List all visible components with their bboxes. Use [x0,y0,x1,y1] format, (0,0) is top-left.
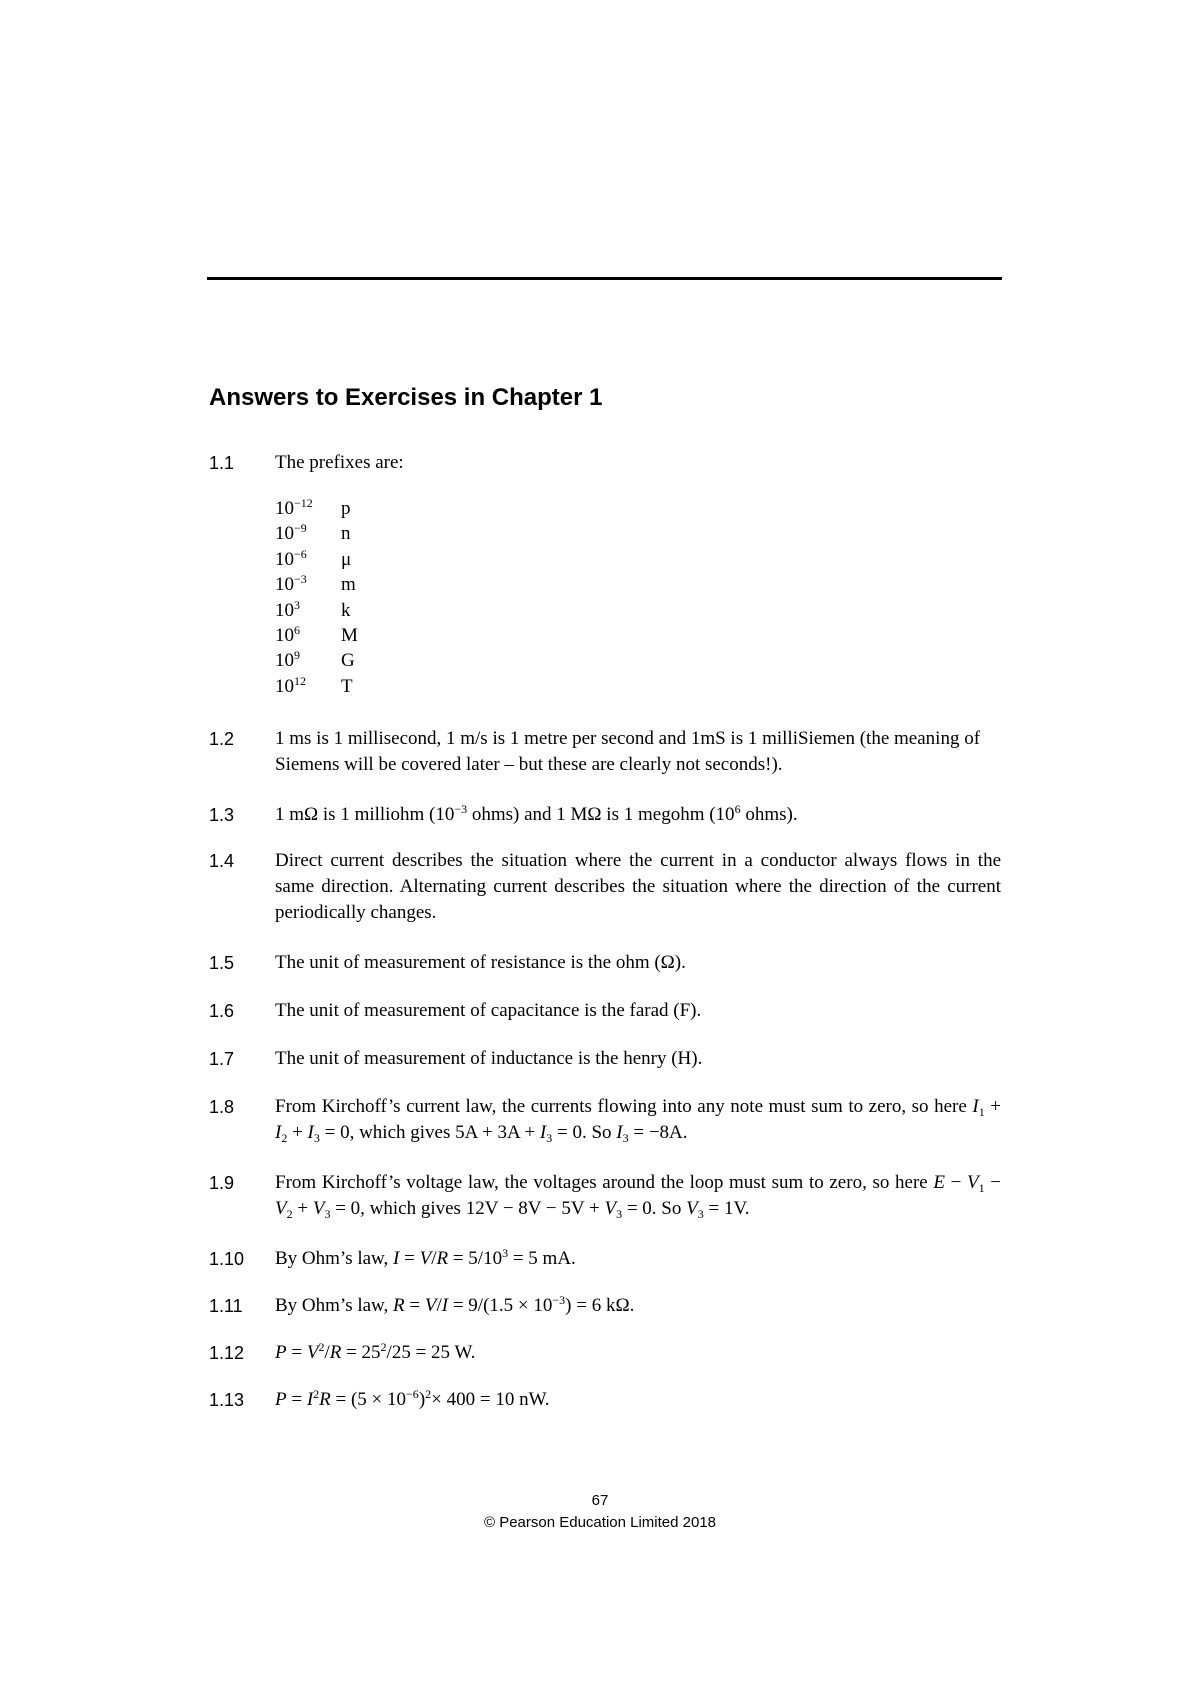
exercise-text: $P = I^2R = (5 \times 10^{-6})^2\times 400 = 10$ nW. [275,1387,550,1410]
exercise-number: 1.3 [209,805,235,825]
prefix-power: $10^3$ [275,597,300,621]
prefix-symbol: n [341,523,351,545]
exercise-1-5 [209,950,1001,976]
exercise-number: 1.4 [209,851,235,871]
prefix-symbol: m [341,574,356,596]
exercise-1-4 [209,848,1001,926]
prefix-symbol: G [341,650,355,672]
page-number: 67 [591,1492,609,1509]
prefix-row [275,521,358,546]
exercise-number: 1.13 [209,1390,245,1410]
prefix-symbol: T [341,675,353,697]
exercise-number: 1.1 [209,453,235,473]
exercise-1-9 [209,1170,1001,1222]
exercise-1-1 [209,450,1001,476]
exercise-text: From Kirchoff’s current law, the currents flowing into any note must sum to zero, so here $I_1 + I_2 + I_3 = 0$, which gives $5A + 3A + I_3 = 0$. So $I_3 = -8A$. [275,1096,1001,1145]
exercise-text: Direct current describes the situation where the current in a conductor always flows in the same direction. Alternating current describes the situation where the direction of the current periodically changes. [275,850,1001,923]
exercise-number: 1.7 [209,1049,235,1069]
exercise-1-3 [209,802,1001,828]
exercise-number: 1.8 [209,1097,235,1117]
prefix-power: $10^{-3}$ [275,572,307,596]
exercise-1-11 [209,1293,1001,1319]
exercise-1-2 [209,726,1001,778]
exercise-text: From Kirchoff’s voltage law, the voltages around the loop must sum to zero, so here $E - V_1 - V_2 + V_3 = 0$, which gives $12V - 8V - 5V + V_3 = 0$. So $V_3 = 1V$. [275,1172,1001,1221]
prefix-row [275,598,358,623]
exercise-1-13 [209,1387,1001,1413]
exercise-number: 1.5 [209,953,235,973]
exercise-1-10 [209,1246,1001,1272]
exercise-text: By Ohm’s law, $I = V/R = 5/10^3 = 5$ mA. [275,1246,576,1269]
exercise-text: The prefixes are: [275,452,404,473]
prefix-row [275,496,358,521]
header-rule [207,277,1002,280]
prefix-row [275,674,358,699]
exercise-text: $P = V^2/R = 25^2/25 = 25$ W. [275,1340,476,1363]
prefix-power: $10^9$ [275,648,300,672]
prefix-power: $10^{12}$ [275,673,306,697]
prefix-symbol: M [341,624,358,646]
prefix-row [275,648,358,673]
exercise-number: 1.2 [209,729,235,749]
prefix-row [275,547,358,572]
prefix-row [275,623,358,648]
prefix-symbol: p [341,498,351,519]
exercise-1-7 [209,1046,1001,1072]
exercise-1-6 [209,998,1001,1024]
page-title: Answers to Exercises in Chapter 1 [209,384,603,411]
exercise-number: 1.12 [209,1343,245,1363]
exercise-number: 1.6 [209,1001,235,1021]
exercise-number: 1.11 [209,1296,243,1316]
exercise-number: 1.10 [209,1249,245,1269]
exercise-text: 1 ms is 1 millisecond, 1 m/s is 1 metre per second and 1mS is 1 milliSiemen (the meaning of Siemens will be covered later – but these are clearly not seconds!). [275,728,981,775]
prefix-row [275,572,358,597]
exercise-number: 1.9 [209,1173,235,1193]
prefix-symbol: μ [341,548,352,570]
exercise-text: The unit of measurement of inductance is the henry (H). [275,1048,703,1069]
prefix-power: $10^6$ [275,622,300,646]
prefix-table [275,496,358,699]
prefix-power: $10^{-9}$ [275,521,307,545]
exercise-text: 1 mΩ is 1 milliohm ($10^{-3}$ ohms) and 1 MΩ is 1 megohm ($10^6$ ohms). [275,802,798,825]
prefix-power: $10^{-6}$ [275,546,307,570]
exercise-1-8 [209,1094,1001,1146]
prefix-symbol: k [341,599,351,621]
exercise-text: The unit of measurement of resistance is the ohm (Ω). [275,952,686,973]
copyright-notice: © Pearson Education Limited 2018 [483,1514,717,1531]
exercise-1-12 [209,1340,1001,1366]
exercise-text: By Ohm’s law, $R = V/I = 9/(1.5 \times 10^{-3}) = 6$ kΩ. [275,1293,635,1316]
prefix-power: $10^{-12}$ [275,496,313,519]
exercise-text: The unit of measurement of capacitance is the farad (F). [275,1000,702,1021]
